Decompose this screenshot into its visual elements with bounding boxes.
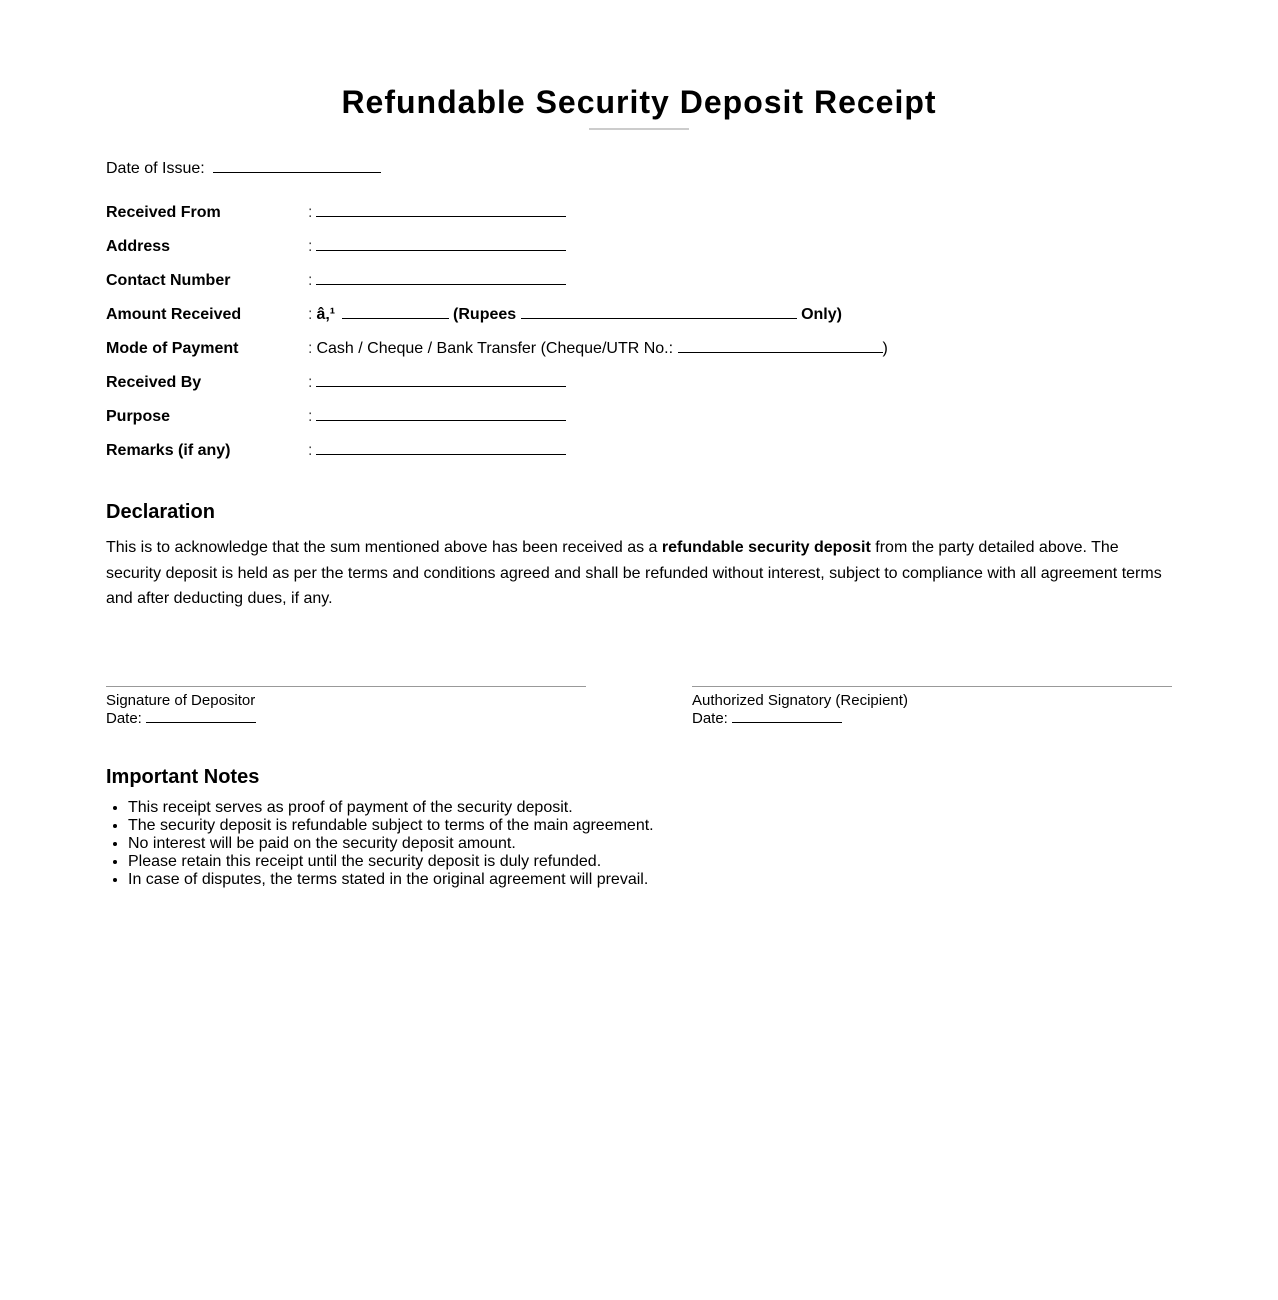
only-close-text: Only) <box>801 306 842 323</box>
depositor-signature-block <box>106 686 586 727</box>
declaration-text-after: from the party detailed above. The security deposit is held as per the terms and conditions agreed and shall be refunded without interest, subject to compliance with all agreement terms and after deducting dues, if any. <box>106 539 1162 607</box>
recipient-date-blank[interactable] <box>732 709 842 723</box>
field-colon: : <box>308 272 313 289</box>
list-item: • Please retain this receipt until the security deposit is duly refunded. <box>128 853 654 871</box>
date-of-issue-row <box>106 158 381 179</box>
field-row-received-from <box>106 202 1172 236</box>
declaration-heading: Declaration <box>106 501 215 523</box>
currency-symbol: â‚¹ <box>316 306 336 323</box>
recipient-signature-label: Authorized Signatory (Recipient) <box>692 692 908 709</box>
field-row-address <box>106 236 1172 270</box>
payment-close-paren: ) <box>882 340 888 357</box>
field-label-contact-number: Contact Number <box>106 272 231 289</box>
field-colon: : <box>308 306 313 323</box>
receipt-fields <box>106 202 1172 474</box>
declaration-text-before: This is to acknowledge that the sum mentioned above has been received as a <box>106 539 662 556</box>
field-colon: : <box>308 374 313 391</box>
purpose-blank[interactable] <box>316 406 566 421</box>
list-item: • In case of disputes, the terms stated in the original agreement will prevail. <box>128 871 654 889</box>
rupees-open-text: (Rupees <box>453 306 517 323</box>
payment-modes-text: Cash / Cheque / Bank Transfer (Cheque/UTR No.: <box>316 340 674 357</box>
important-notes-heading: Important Notes <box>106 766 260 788</box>
field-label-mode-of-payment: Mode of Payment <box>106 340 239 357</box>
field-label-amount-received: Amount Received <box>106 306 242 323</box>
depositor-signature-label: Signature of Depositor <box>106 692 256 709</box>
declaration-text-bold: refundable security deposit <box>661 539 871 556</box>
field-colon: : <box>308 340 313 357</box>
recipient-date-row <box>692 709 1172 727</box>
field-row-purpose <box>106 406 1172 440</box>
list-item: • The security deposit is refundable subject to terms of the main agreement. <box>128 817 654 835</box>
important-notes-list <box>106 799 654 889</box>
cheque-utr-blank[interactable] <box>678 338 883 353</box>
field-row-contact-number <box>106 270 1172 304</box>
recipient-date-label: Date: <box>692 710 728 727</box>
recipient-signature-block <box>692 686 1172 727</box>
contact-number-blank[interactable] <box>316 270 566 285</box>
document-title: Refundable Security Deposit Receipt <box>341 84 937 120</box>
declaration-text <box>106 535 1172 612</box>
field-row-mode-of-payment <box>106 338 1172 372</box>
title-underline <box>589 128 689 130</box>
field-row-received-by <box>106 372 1172 406</box>
field-label-received-from: Received From <box>106 204 221 221</box>
list-item: • No interest will be paid on the security deposit amount. <box>128 835 654 853</box>
field-label-received-by: Received By <box>106 374 202 391</box>
field-colon: : <box>308 442 313 459</box>
field-label-address: Address <box>106 238 171 255</box>
depositor-date-row <box>106 709 586 727</box>
field-colon: : <box>308 408 313 425</box>
remarks-blank[interactable] <box>316 440 566 455</box>
field-label-purpose: Purpose <box>106 408 171 425</box>
field-label-remarks: Remarks (if any) <box>106 442 231 459</box>
depositor-date-label: Date: <box>106 710 142 727</box>
date-of-issue-blank[interactable] <box>213 158 381 173</box>
field-row-remarks <box>106 440 1172 474</box>
received-by-blank[interactable] <box>316 372 566 387</box>
list-item: • This receipt serves as proof of payment of the security deposit. <box>128 799 654 817</box>
field-colon: : <box>308 204 313 221</box>
depositor-date-blank[interactable] <box>146 709 256 723</box>
amount-figures-blank[interactable] <box>342 304 449 319</box>
amount-words-blank[interactable] <box>521 304 797 319</box>
address-blank[interactable] <box>316 236 566 251</box>
date-of-issue-label: Date of Issue: <box>106 160 205 177</box>
field-colon: : <box>308 238 313 255</box>
field-row-amount-received <box>106 304 1172 338</box>
received-from-blank[interactable] <box>316 202 566 217</box>
